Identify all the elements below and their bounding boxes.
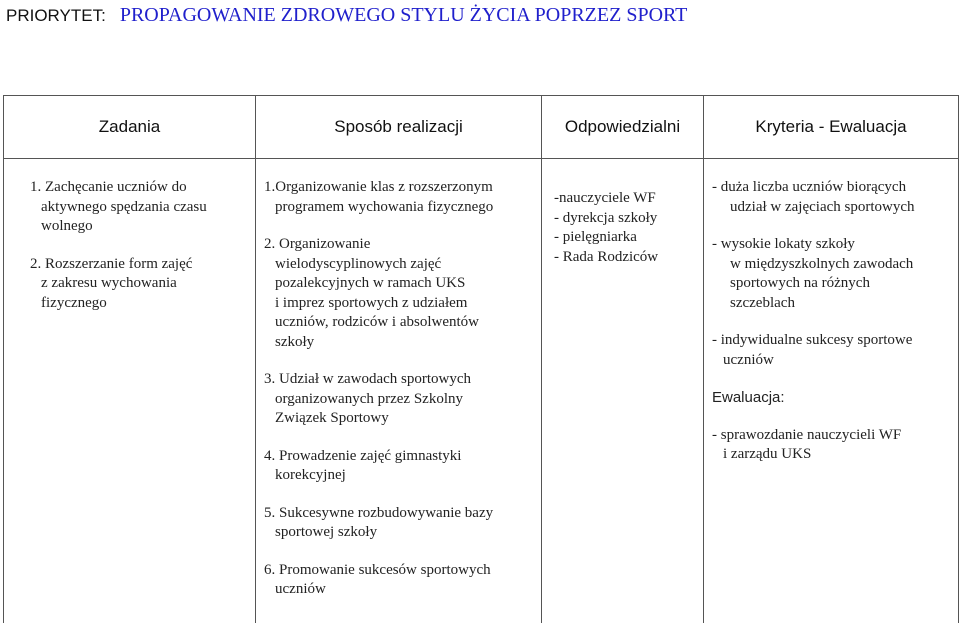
sposob-item xyxy=(264,504,541,543)
item-text: pozalekcyjnych w ramach UKS xyxy=(264,274,541,294)
col-header-odpowiedzialni: Odpowiedzialni xyxy=(542,96,704,159)
item-text: fizycznego xyxy=(30,294,255,314)
kryteria-cell xyxy=(704,159,959,623)
col-header-zadania: Zadania xyxy=(4,96,256,159)
col-header-kryteria: Kryteria - Ewaluacja xyxy=(704,96,959,159)
odpowiedzialni-cell xyxy=(542,159,704,623)
page-title xyxy=(6,4,687,27)
item-number: 5. xyxy=(264,505,275,521)
item-text: - duża liczba uczniów biorących xyxy=(712,178,958,198)
criterion-item xyxy=(712,331,958,370)
item-text: wielodyscyplinowych zajęć xyxy=(264,255,541,275)
item-text: sportowych na różnych xyxy=(712,274,958,294)
item-text: aktywnego spędzania czasu xyxy=(30,198,255,218)
content-row xyxy=(4,159,959,623)
item-number: 4. xyxy=(264,448,275,464)
sposob-item xyxy=(264,370,541,429)
col-header-sposob: Sposób realizacji xyxy=(256,96,542,159)
item-text: uczniów, rodziców i absolwentów xyxy=(264,313,541,333)
header-row xyxy=(4,96,959,159)
item-text: Organizowanie klas z rozszerzonym xyxy=(275,179,493,195)
item-number: 6. xyxy=(264,562,275,578)
item-text: Sukcesywne rozbudowywanie bazy xyxy=(279,505,493,521)
item-text: z zakresu wychowania xyxy=(30,274,255,294)
item-text: Prowadzenie zajęć gimnastyki xyxy=(279,448,461,464)
responsible-item: -nauczyciele WF xyxy=(554,189,703,209)
responsible-item: - Rada Rodziców xyxy=(554,248,703,268)
responsible-item: - pielęgniarka xyxy=(554,228,703,248)
item-text: uczniów xyxy=(712,351,958,371)
item-number: 3. xyxy=(264,371,275,387)
item-text: udział w zajęciach sportowych xyxy=(712,198,958,218)
item-text: programem wychowania fizycznego xyxy=(264,198,541,218)
priority-text: PROPAGOWANIE ZDROWEGO STYLU ŻYCIA POPRZEZ SPORT xyxy=(120,4,688,26)
sposob-item xyxy=(264,178,541,217)
item-text: szkoły xyxy=(264,333,541,353)
item-number: 1. xyxy=(264,179,275,195)
item-text: sportowej szkoły xyxy=(264,523,541,543)
zadanie-item xyxy=(30,178,255,237)
responsible-item: - dyrekcja szkoły xyxy=(554,209,703,229)
sposob-cell xyxy=(256,159,542,623)
criterion-item xyxy=(712,235,958,313)
zadania-cell xyxy=(4,159,256,623)
item-text: - indywidualne sukcesy sportowe xyxy=(712,331,958,351)
item-text: Promowanie sukcesów sportowych xyxy=(279,562,491,578)
plan-table xyxy=(3,95,959,623)
sposob-item xyxy=(264,447,541,486)
item-text: korekcyjnej xyxy=(264,466,541,486)
sposob-item xyxy=(264,561,541,600)
item-text: wolnego xyxy=(30,217,255,237)
item-text: i imprez sportowych z udziałem xyxy=(264,294,541,314)
item-text: Udział w zawodach sportowych xyxy=(279,371,471,387)
sposob-item xyxy=(264,235,541,352)
zadanie-item xyxy=(30,255,255,314)
item-text: uczniów xyxy=(264,580,541,600)
item-text: Zachęcanie uczniów do xyxy=(45,179,187,195)
item-text: Organizowanie xyxy=(279,236,370,252)
item-text: Związek Sportowy xyxy=(264,409,541,429)
item-text: szczeblach xyxy=(712,294,958,314)
ewaluacja-block xyxy=(712,388,958,465)
item-text: organizowanych przez Szkolny xyxy=(264,390,541,410)
item-text: - sprawozdanie nauczycieli WF xyxy=(712,426,958,446)
item-text: Rozszerzanie form zajęć xyxy=(45,256,192,272)
criterion-item xyxy=(712,178,958,217)
item-number: 2. xyxy=(264,236,275,252)
item-text: w międzyszkolnych zawodach xyxy=(712,255,958,275)
ewaluacja-label: Ewaluacja: xyxy=(712,388,958,408)
item-number: 2. xyxy=(30,256,41,272)
item-text: i zarządu UKS xyxy=(712,445,958,465)
item-text: - wysokie lokaty szkoły xyxy=(712,235,958,255)
item-number: 1. xyxy=(30,179,41,195)
priority-label: PRIORYTET: xyxy=(6,6,106,25)
